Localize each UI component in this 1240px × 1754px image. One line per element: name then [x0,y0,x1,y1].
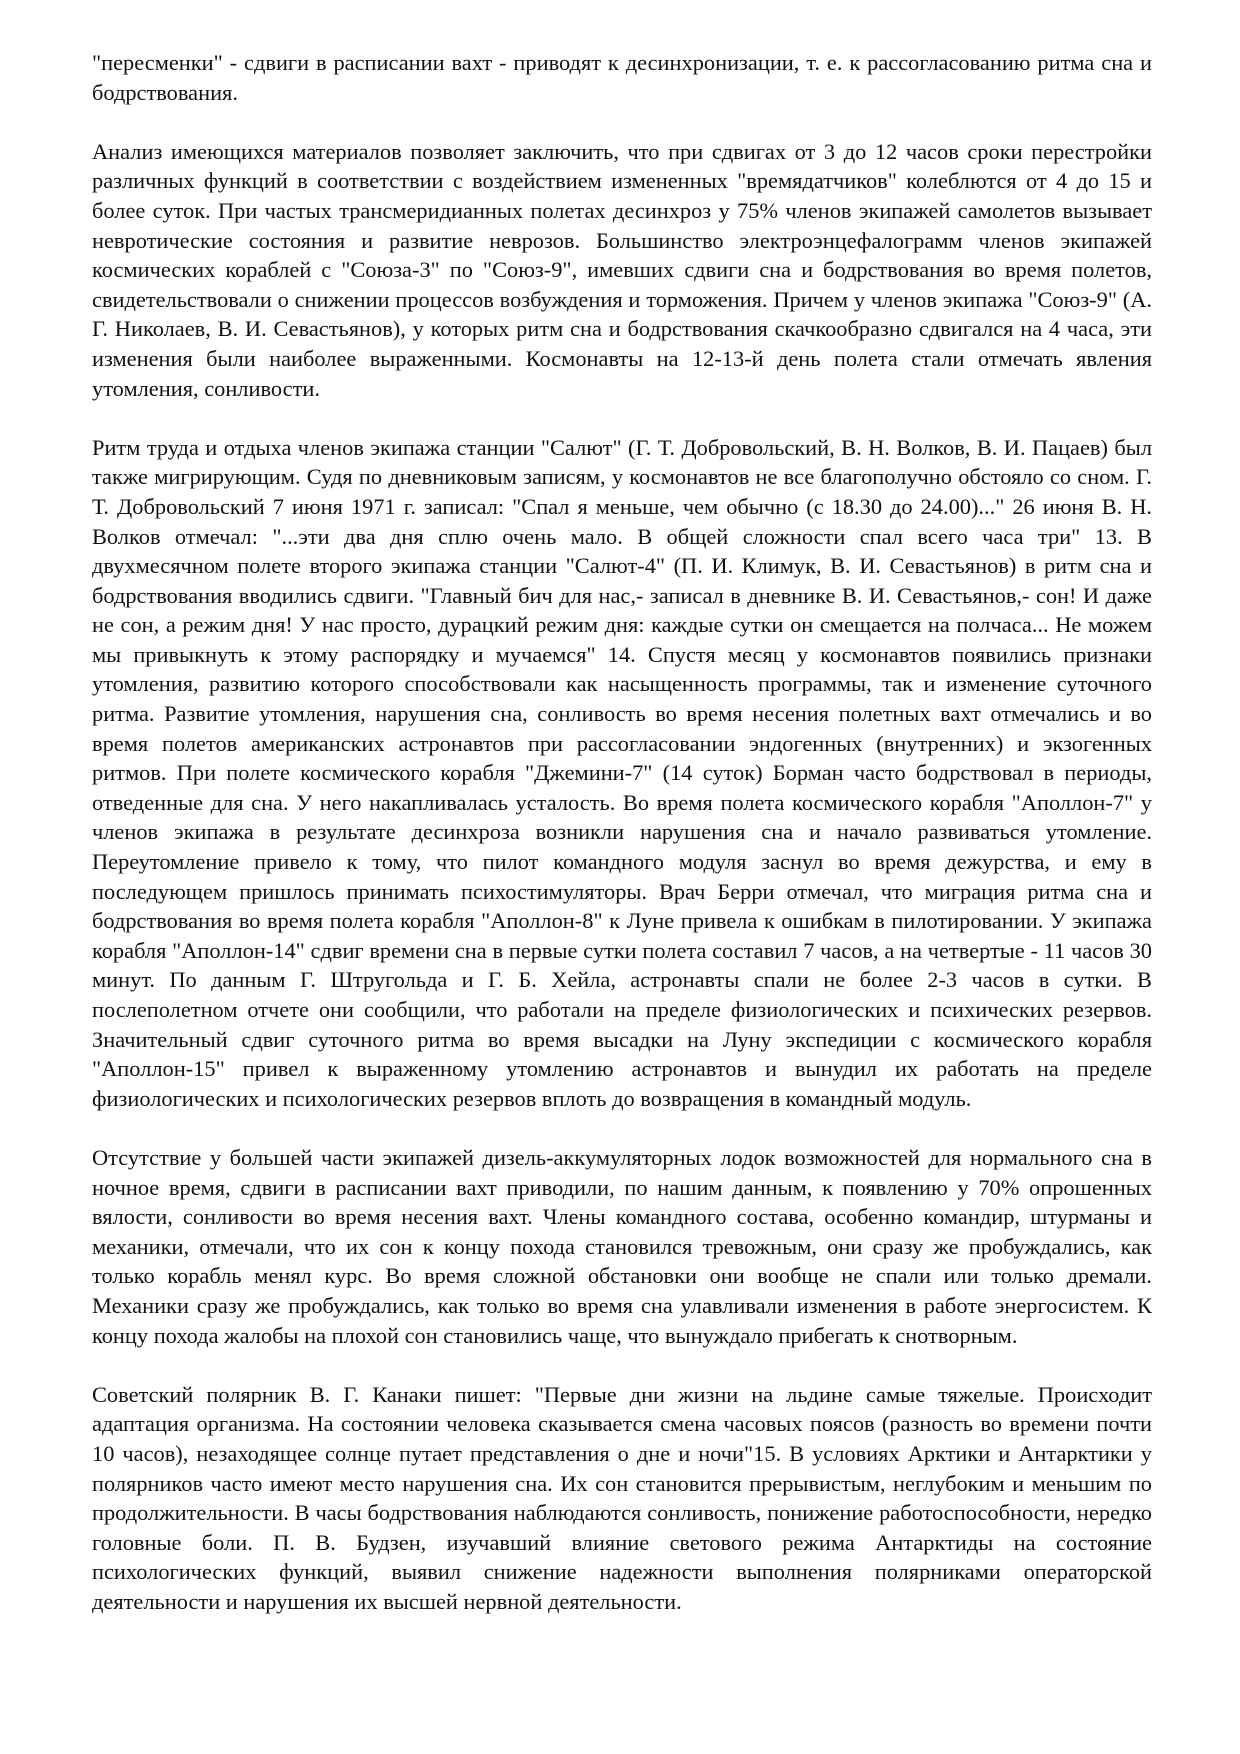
paragraph-3: Ритм труда и отдыха членов экипажа станции "Салют" (Г. Т. Добровольский, В. Н. Волков, В. И. Пацаев) был также мигрирующим. Судя по дневниковым записям, у космонавтов не все благополучно обстояло со сном. Г. Т. Добровольский 7 июня 1971 г. записал: "Спал я меньше, чем обычно (с 18.30 до 24.00)..." 26 июня В. Н. Волков отмечал: "...эти два дня сплю очень мало. В общей сложности спал всего часа три" 13. В двухмесячном полете второго экипажа станции "Салют-4" (П. И. Климук, В. И. Севастьянов) в ритм сна и бодрствования вводились сдвиги. "Главный бич для нас,- записал в дневнике В. И. Севастьянов,- сон! И даже не сон, а режим дня! У нас просто, дурацкий режим дня: каждые сутки он смещается на полчаса... Не можем мы привыкнуть к этому распорядку и мучаемся" 14. Спустя месяц у космонавтов появились признаки утомления, развитию которого способствовали как насыщенность программы, так и изменение суточного ритма. Развитие утомления, нарушения сна, сонливость во время несения полетных вахт отмечались и во время полетов американских астронавтов при рассогласовании эндогенных (внутренних) и экзогенных ритмов. При полете космического корабля "Джемини-7" (14 суток) Борман часто бодрствовал в периоды, отведенные для сна. У него накапливалась усталость. Во время полета космического корабля "Аполлон-7" у членов экипажа в результате десинхроза возникли нарушения сна и начало развиваться утомление. Переутомление привело к тому, что пилот командного модуля заснул во время дежурства, и ему в последующем пришлось принимать психостимуляторы. Врач Берри отмечал, что миграция ритма сна и бодрствования во время полета корабля "Аполлон-8" к Луне привела к ошибкам в пилотировании. У экипажа корабля "Аполлон-14" сдвиг времени сна в первые сутки полета составил 7 часов, а на четвертые - 11 часов 30 минут. По данным Г. Штругольда и Г. Б. Хейла, астронавты спали не более 2-3 часов в сутки. В послеполетном отчете они сообщили, что работали на пределе физиологических и психических резервов. Значительный сдвиг суточного ритма во время высадки на Луну экспедиции с космического корабля "Аполлон-15" привел к выраженному утомлению астронавтов и вынудил их работать на пределе физиологических и психологических резервов вплоть до возвращения в командный модуль. [92,434,1152,1111]
paragraph-2: Анализ имеющихся материалов позволяет заключить, что при сдвигах от 3 до 12 часов сроки перестройки различных функций в соответствии с воздействием измененных "времядатчиков" колеблются от 4 до 15 и более суток. При частых трансмеридианных полетах десинхроз у 75% членов экипажей самолетов вызывает невротические состояния и развитие неврозов. Большинство электроэнцефалограмм членов экипажей космических кораблей с "Союза-3" по "Союз-9", имевших сдвиги сна и бодрствования во время полетов, свидетельствовали о снижении процессов возбуждения и торможения. Причем у членов экипажа "Союз-9" (А. Г. Николаев, В. И. Севастьянов), у которых ритм сна и бодрствования скачкообразно сдвигался на 4 часа, эти изменения были наиболее выраженными. Космонавты на 12-13-й день полета стали отмечать явления утомления, сонливости. [92,138,1152,401]
document-page [92,48,1152,1616]
paragraph-1: "пересменки" - сдвиги в расписании вахт - приводят к десинхронизации, т. е. к рассогласованию ритма сна и бодрствования. [92,50,1152,105]
paragraph-5: Советский полярник В. Г. Канаки пишет: "Первые дни жизни на льдине самые тяжелые. Происходит адаптация организма. На состоянии человека сказывается смена часовых поясов (разность во времени почти 10 часов), незаходящее солнце путает представления о дне и ночи"15. В условиях Арктики и Антарктики у полярников часто имеют место нарушения сна. Их сон становится прерывистым, неглубоким и меньшим по продолжительности. В часы бодрствования наблюдаются сонливость, понижение работоспособности, нередко головные боли. П. В. Будзен, изучавший влияние светового режима Антарктиды на состояние психологических функций, выявил снижение надежности выполнения полярниками операторской деятельности и нарушения их высшей нервной деятельности. [92,1381,1152,1614]
paragraph-4: Отсутствие у большей части экипажей дизель-аккумуляторных лодок возможностей для нормального сна в ночное время, сдвиги в расписании вахт приводили, по нашим данным, к появлению у 70% опрошенных вялости, сонливости во время несения вахт. Члены командного состава, особенно командир, штурманы и механики, отмечали, что их сон к концу похода становился тревожным, они сразу же пробуждались, как только корабль менял курс. Во время сложной обстановки они вообще не спали или только дремали. Механики сразу же пробуждались, как только во время сна улавливали изменения в работе энергосистем. К концу похода жалобы на плохой сон становились чаще, что вынуждало прибегать к снотворным. [92,1144,1152,1348]
